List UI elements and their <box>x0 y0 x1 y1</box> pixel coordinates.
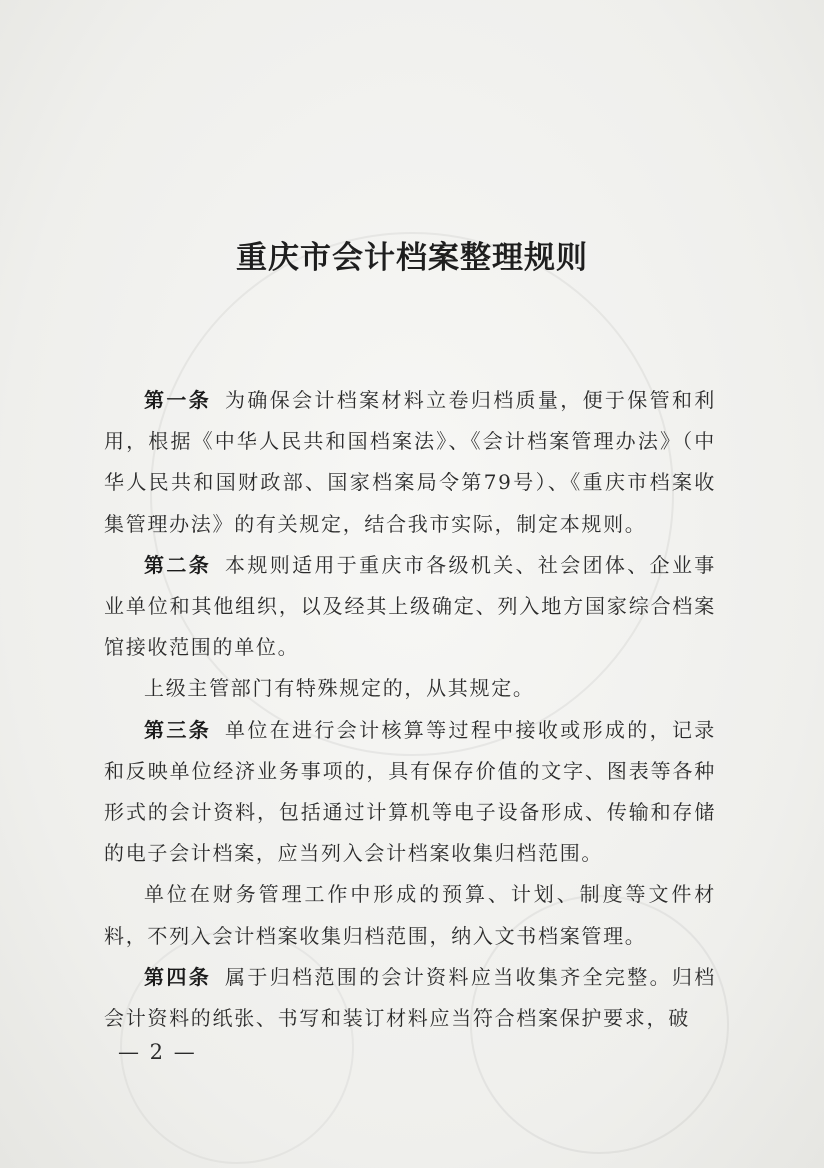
article-number: 第二条 <box>144 552 212 577</box>
article-number: 第三条 <box>144 717 212 742</box>
article-number: 第四条 <box>144 964 212 989</box>
paragraph-text: 本规则适用于重庆市各级机关、社会团体、企业事业单位和其他组织，以及经其上级确定、列入地方国家综合档案馆接收范围的单位。 <box>104 552 716 660</box>
paragraph-text: 单位在财务管理工作中形成的预算、计划、制度等文件材料，不列入会计档案收集归档范围，纳入文书档案管理。 <box>104 882 716 948</box>
article-number: 第一条 <box>144 388 212 412</box>
paragraph-text: 属于归档范围的会计资料应当收集齐全完整。归档会计资料的纸张、书写和装订材料应当符合档案保护要求，破 <box>104 964 716 1031</box>
paragraph-text: 上级主管部门有特殊规定的，从其规定。 <box>144 676 535 701</box>
paragraph-text: 单位在进行会计核算等过程中接收或形成的，记录和反映单位经济业务事项的，具有保存价值的文字、图表等各种形式的会计资料，包括通过计算机等电子设备形成、传输和存储的电子会计档案，应当列入会计档案收集归档范围。 <box>104 717 716 866</box>
document-body <box>104 380 716 1039</box>
paragraph <box>104 380 716 545</box>
paragraph <box>104 874 716 956</box>
paragraph <box>104 710 716 875</box>
paragraph <box>104 957 716 1039</box>
page-number: — 2 — <box>118 1040 197 1064</box>
paragraph <box>104 545 716 669</box>
paragraph <box>104 668 716 709</box>
document-title: 重庆市会计档案整理规则 <box>236 240 588 276</box>
paragraph-text: 为确保会计档案材料立卷归档质量，便于保管和利用，根据《中华人民共和国档案法》、《会计档案管理办法》（中华人民共和国财政部、国家档案局令第79号）、《重庆市档案收集管理办法》的有关规定，结合我市实际，制定本规则。 <box>104 388 716 536</box>
